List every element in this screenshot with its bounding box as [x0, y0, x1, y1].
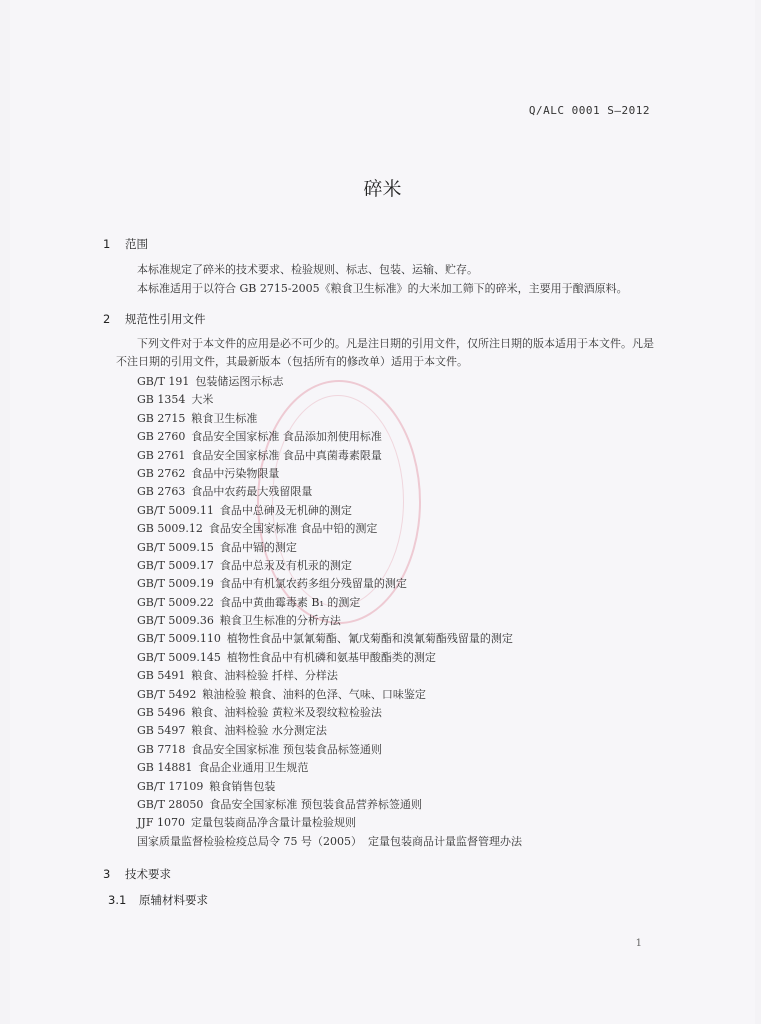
reference-item — [137, 465, 677, 483]
document-title: 碎米 — [363, 178, 402, 200]
document-page — [10, 0, 755, 1024]
reference-title: 食品企业通用卫生规范 — [198, 761, 309, 775]
reference-item — [137, 520, 677, 538]
reference-item — [137, 557, 677, 575]
standard-code: Q/ALC 0001 S—2012 — [528, 104, 650, 117]
reference-title: 食品安全国家标准 食品中铅的测定 — [208, 522, 378, 536]
reference-code: GB 5009.12 — [137, 522, 203, 536]
reference-code: GB 5496 — [137, 706, 186, 720]
section-title: 范围 — [125, 237, 148, 251]
reference-item — [137, 391, 677, 409]
section-title: 技术要求 — [125, 867, 171, 881]
reference-item — [137, 704, 677, 722]
section-number: 1 — [103, 237, 111, 251]
reference-item — [137, 502, 677, 520]
section-2-heading — [103, 311, 206, 327]
section-1-heading — [103, 236, 148, 252]
reference-title: 粮食、油料检验 扦样、分样法 — [191, 669, 338, 683]
reference-item — [137, 447, 677, 465]
reference-item — [137, 686, 677, 704]
reference-code: GB 1354 — [137, 393, 186, 407]
section-3-1-heading — [108, 892, 208, 908]
reference-title: 食品中有机氯农药多组分残留量的测定 — [219, 577, 407, 591]
section-2-intro: 下列文件对于本文件的应用是必不可少的。凡是注日期的引用文件，仅所注日期的版本适用于本文件。凡是不注日期的引用文件，其最新版本（包括所有的修改单）适用于本文件。 — [116, 337, 654, 368]
reference-title: 食品安全国家标准 预包装食品营养标签通则 — [209, 797, 422, 811]
section-title: 原辅材料要求 — [139, 893, 208, 907]
reference-title: 食品安全国家标准 食品中真菌毒素限量 — [191, 448, 382, 462]
reference-code: GB 14881 — [137, 761, 193, 775]
section-title: 规范性引用文件 — [125, 312, 206, 326]
section-3-heading — [103, 866, 171, 882]
reference-item — [137, 483, 677, 501]
reference-title: 植物性食品中有机磷和氨基甲酸酯类的测定 — [226, 650, 436, 664]
reference-code: GB/T 5009.110 — [137, 632, 221, 646]
reference-item — [137, 539, 677, 557]
reference-title: 植物性食品中氯氰菊酯、氰戊菊酯和溴氰菊酯残留量的测定 — [226, 632, 513, 646]
reference-item — [137, 796, 677, 814]
reference-code: GB 2760 — [137, 430, 186, 444]
reference-item — [137, 594, 677, 612]
reference-code: GB 2761 — [137, 448, 186, 462]
reference-item — [137, 741, 677, 759]
reference-title: 食品安全国家标准 食品添加剂使用标准 — [191, 430, 382, 444]
reference-item — [137, 575, 677, 593]
reference-code: GB/T 5009.15 — [137, 540, 214, 554]
reference-title: 食品安全国家标准 预包装食品标签通则 — [191, 742, 382, 756]
reference-code: 国家质量监督检验检疫总局令 75 号（2005） — [137, 834, 362, 848]
reference-code: GB/T 5009.17 — [137, 558, 214, 572]
reference-item — [137, 373, 677, 391]
reference-title: 食品中黄曲霉毒素 B₁ 的测定 — [219, 595, 361, 609]
reference-code: GB 2763 — [137, 485, 186, 499]
reference-item — [137, 410, 677, 428]
reference-item — [137, 833, 677, 851]
reference-title: 食品中镉的测定 — [219, 540, 297, 554]
reference-item — [137, 667, 677, 685]
reference-code: GB/T 5492 — [137, 687, 197, 701]
reference-code: GB/T 28050 — [137, 797, 204, 811]
reference-title: 粮食卫生标准 — [191, 411, 258, 425]
reference-code: GB/T 17109 — [137, 779, 204, 793]
reference-code: GB/T 191 — [137, 375, 190, 388]
reference-item — [137, 612, 677, 630]
reference-code: GB 5497 — [137, 724, 186, 738]
reference-title: 食品中污染物限量 — [191, 466, 280, 480]
reference-code: GB/T 5009.11 — [137, 503, 214, 517]
normative-references-list — [137, 373, 677, 851]
section-number: 2 — [103, 312, 111, 326]
reference-title: 粮食卫生标准的分析方法 — [219, 614, 341, 628]
reference-code: GB/T 5009.145 — [137, 650, 221, 664]
reference-item — [137, 814, 677, 832]
reference-title: 粮食销售包装 — [209, 779, 276, 793]
reference-title: 定量包装商品净含量计量检验规则 — [190, 816, 356, 830]
reference-code: GB/T 5009.36 — [137, 614, 214, 628]
reference-item — [137, 649, 677, 667]
reference-code: GB/T 5009.19 — [137, 577, 214, 591]
reference-item — [137, 722, 677, 740]
reference-title: 食品中农药最大残留限量 — [191, 485, 313, 499]
section-number: 3.1 — [108, 893, 127, 907]
page-number: 1 — [635, 938, 642, 949]
section-1-paragraph-2: 本标准适用于以符合 GB 2715-2005《粮食卫生标准》的大米加工筛下的碎米，主要用于酿酒原料。 — [137, 282, 628, 295]
reference-item — [137, 428, 677, 446]
section-number: 3 — [103, 867, 111, 881]
reference-title: 粮食、油料检验 黄粒米及裂纹粒检验法 — [191, 706, 382, 720]
reference-title: 包装储运图示标志 — [195, 375, 284, 388]
reference-code: GB/T 5009.22 — [137, 595, 214, 609]
reference-code: GB 5491 — [137, 669, 186, 683]
reference-code: GB 2762 — [137, 466, 186, 480]
section-1-paragraph-1: 本标准规定了碎米的技术要求、检验规则、标志、包装、运输、贮存。 — [137, 263, 478, 276]
reference-code: GB 2715 — [137, 411, 186, 425]
reference-title: 食品中总砷及无机砷的测定 — [219, 503, 352, 517]
reference-title: 粮食、油料检验 水分测定法 — [191, 724, 327, 738]
reference-code: GB 7718 — [137, 742, 186, 756]
reference-title: 大米 — [191, 393, 214, 407]
reference-title: 定量包装商品计量监督管理办法 — [367, 834, 522, 848]
reference-item — [137, 630, 677, 648]
reference-title: 粮油检验 粮食、油料的色泽、气味、口味鉴定 — [202, 687, 426, 701]
reference-item — [137, 778, 677, 796]
reference-code: JJF 1070 — [137, 816, 185, 830]
reference-title: 食品中总汞及有机汞的测定 — [219, 558, 352, 572]
reference-item — [137, 759, 677, 777]
